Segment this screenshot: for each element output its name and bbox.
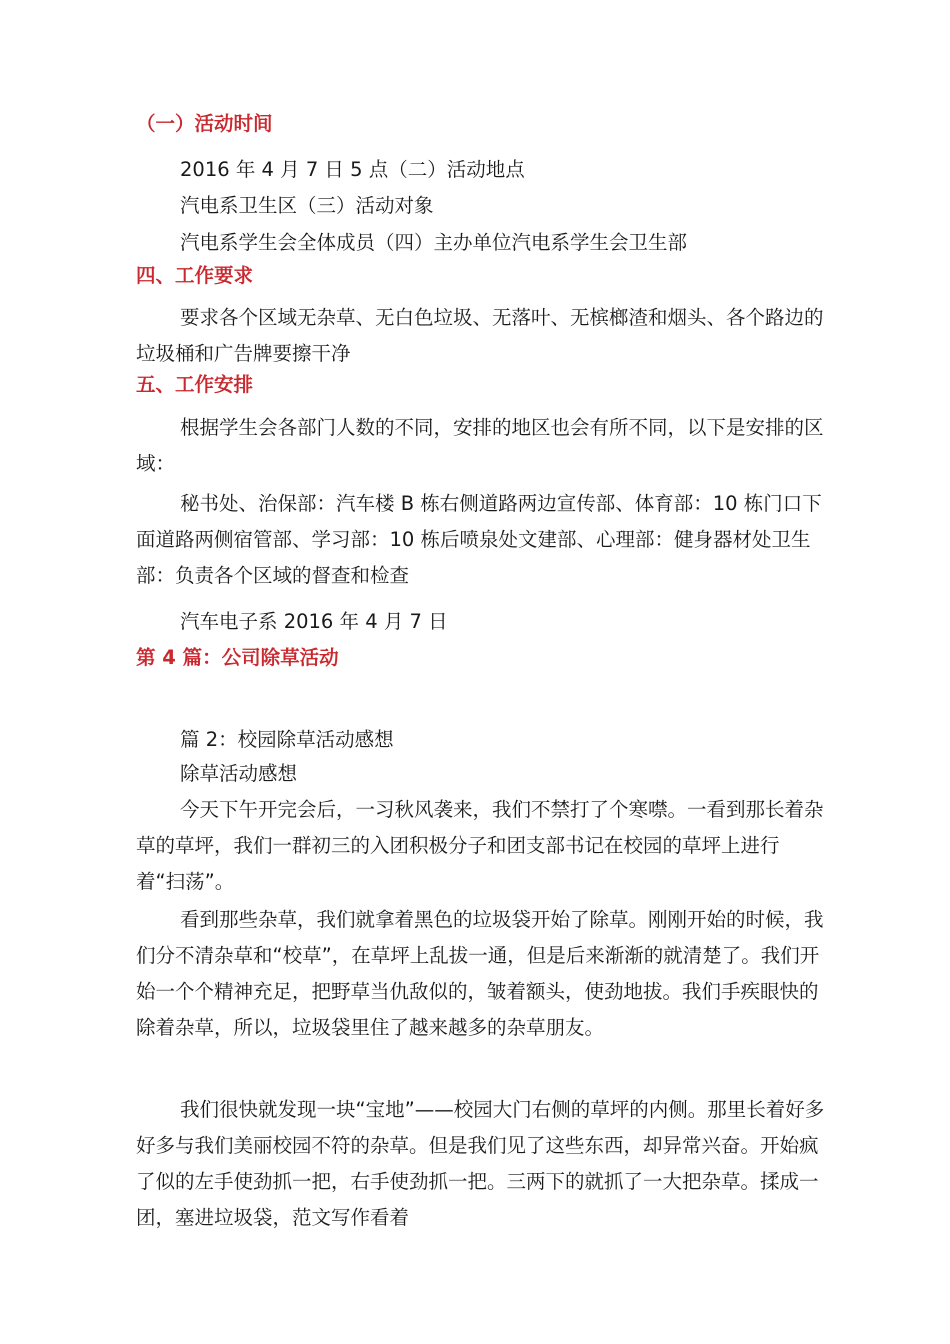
- paragraph-1: 今天下午开完会后，一习秋风袭来，我们不禁打了个寒噤。一看到那长着杂草的草坪，我们一群初三的入团积极分子和团支部书记在校园的草坪上进行着“扫荡”。: [136, 798, 824, 893]
- line-time: 2016 年 4 月 7 日 5 点（二）活动地点: [180, 158, 525, 181]
- heading-article-4: 第 4 篇：公司除草活动: [136, 646, 339, 669]
- paragraph-signature: 汽车电子系 2016 年 4 月 7 日: [180, 610, 448, 633]
- paragraph-arrangement: 根据学生会各部门人数的不同，安排的地区也会有所不同，以下是安排的区域：: [136, 416, 824, 475]
- line-target: 汽电系学生会全体成员（四）主办单位汽电系学生会卫生部: [180, 231, 688, 254]
- article-subtitle: 除草活动感想: [180, 762, 298, 785]
- paragraph-3: 我们很快就发现一块“宝地”——校园大门右侧的草坪的内侧。那里长着好多好多与我们美丽校园不符的杂草。但是我们见了这些东西，却异常兴奋。开始疯了似的左手使劲抓一把，右手使劲抓一把。三两下的就抓了一大把杂草。揉成一团，塞进垃圾袋，范文写作看着: [136, 1098, 825, 1229]
- paragraph-areas: 秘书处、治保部：汽车楼 B 栋右侧道路两边宣传部、体育部：10 栋门口下面道路两侧宿管部、学习部：10 栋后喷泉处文建部、心理部：健身器材处卫生部：负责各个区域的督查和检查: [136, 492, 822, 587]
- paragraph-2: 看到那些杂草，我们就拿着黑色的垃圾袋开始了除草。刚刚开始的时候，我们分不清杂草和“校草”，在草坪上乱拔一通，但是后来渐渐的就清楚了。我们开始一个个精神充足，把野草当仇敌似的，皱着额头，使劲地拔。我们手疾眼快的除着杂草，所以，垃圾袋里住了越来越多的杂草朋友。: [136, 908, 824, 1039]
- heading-work-requirements: 四、工作要求: [136, 264, 254, 287]
- paragraph-requirements: 要求各个区域无杂草、无白色垃圾、无落叶、无槟榔渣和烟头、各个路边的垃圾桶和广告牌要擦干净: [136, 306, 824, 365]
- line-place: 汽电系卫生区（三）活动对象: [180, 194, 434, 217]
- article-title: 篇 2：校园除草活动感想: [180, 728, 394, 751]
- heading-activity-time: （一）活动时间: [136, 112, 273, 135]
- heading-work-arrangement: 五、工作安排: [136, 373, 254, 396]
